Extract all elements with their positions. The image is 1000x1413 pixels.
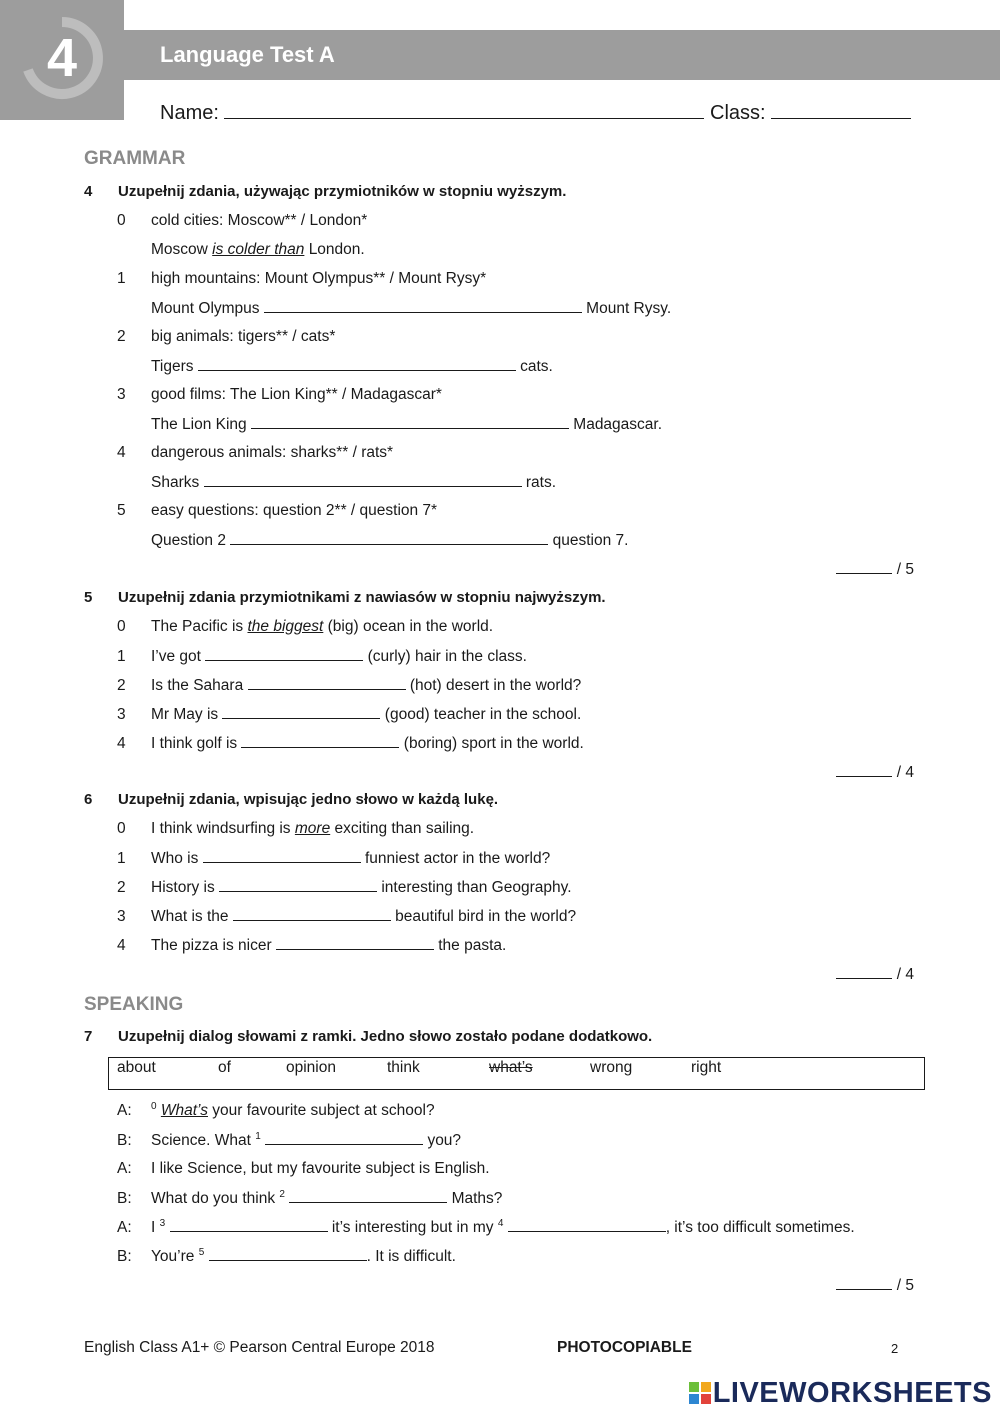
item-number: 3 [117,386,126,403]
dialog-line-5 [117,1246,456,1267]
example-answer: more [294,820,331,837]
answer-gap[interactable] [508,1217,666,1232]
answer-gap[interactable] [251,414,569,429]
prompt-text: high mountains: Mount Olympus** / Mount Rysy* [151,270,487,287]
gap-number: 1 [255,1131,261,1142]
footer-page-number: 2 [891,1341,899,1356]
name-label: Name: [160,102,219,124]
exercise-number: 6 [84,791,93,808]
item-number: 3 [117,706,126,723]
prompt-text: easy questions: question 2** / question 7* [151,502,438,519]
ex4-item-4-prompt [117,443,393,463]
gap-number: 4 [497,1218,504,1229]
item-number: 0 [117,618,126,635]
ex5-example [117,617,493,637]
answer-gap[interactable] [276,935,434,950]
ex4-score [836,559,914,580]
dialog-text: it’s interesting but in my [331,1219,494,1236]
example-answer: is colder than [212,241,305,258]
sentence-start: The pizza is nicer [151,937,272,954]
ex6-item-2 [117,877,572,898]
prompt-text: good films: The Lion King** / Madagascar* [151,386,442,403]
sentence-end: beautiful bird in the world? [395,908,577,925]
dialog-line-0 [117,1101,435,1121]
item-number: 5 [117,502,126,519]
item-number: 4 [117,937,126,954]
class-label: Class: [710,102,766,124]
box-word-wrong: wrong [590,1059,633,1076]
item-number: 1 [117,648,126,665]
exercise-instruction: Uzupełnij zdania przymiotnikami z nawiasów w stopniu najwyższym. [118,589,606,606]
item-number: 0 [117,212,126,229]
gap-number: 0 [151,1101,157,1112]
exercise-number: 4 [84,183,93,200]
name-field[interactable] [224,100,704,119]
dialog-text: you? [427,1132,462,1149]
ex5-item-4 [117,733,584,754]
sentence-start: Who is [151,850,199,867]
exercise-number: 7 [84,1028,93,1045]
answer-gap[interactable] [198,356,516,371]
score-total: / 5 [896,561,914,578]
sentence-start: Mr May is [151,706,219,723]
sentence-end: cats. [520,358,553,375]
ex4-item-1-sentence [151,298,671,319]
item-number: 2 [117,328,126,345]
dialog-text: You’re [151,1248,195,1265]
exercise-instruction: Uzupełnij zdania, wpisując jedno słowo w każdą lukę. [118,791,499,808]
sentence-start: Moscow [151,241,208,258]
answer-gap[interactable] [241,733,399,748]
dialog-text: I [151,1219,156,1236]
prompt-text: dangerous animals: sharks** / rats* [151,444,394,461]
dialog-line-4 [117,1217,855,1238]
gap-number: 2 [279,1189,285,1200]
exercise-instruction: Uzupełnij zdania, używając przymiotników w stopniu wyższym. [118,183,567,200]
item-number: 4 [117,444,126,461]
logo-text: LIVEWORKSHEETS [712,1377,992,1409]
item-number: 4 [117,735,126,752]
prompt-text: cold cities: Moscow** / London* [151,212,368,229]
score-gap[interactable] [836,1275,892,1290]
speaker-label: A: [117,1102,132,1119]
grammar-heading: GRAMMAR [84,148,186,169]
ex4-item-3-sentence [151,414,662,435]
score-gap[interactable] [836,559,892,574]
ex6-score [836,964,914,985]
dialog-text: , it’s too difficult sometimes. [665,1219,855,1236]
ex5-item-2 [117,675,581,696]
gap-number: 5 [198,1247,205,1258]
ex4-example-sentence [151,240,365,260]
dialog-text: Maths? [451,1190,503,1207]
item-number: 0 [117,820,126,837]
sentence-end: Madagascar. [573,416,663,433]
sentence-start: The Lion King [151,416,247,433]
dialog-text: Science. What [151,1132,251,1149]
speaker-label: B: [117,1132,132,1149]
sentence-start: Sharks [151,474,200,491]
item-number: 2 [117,677,126,694]
sentence-end: interesting than Geography. [381,879,572,896]
answer-gap[interactable] [289,1188,447,1203]
sentence-end: (boring) sport in the world. [403,735,584,752]
ex4-item-3-prompt [117,385,442,405]
ex4-item-1-prompt [117,269,486,289]
footer-copyright: English Class A1+ © Pearson Central Europe 2018 [84,1339,435,1356]
exercise-instruction: Uzupełnij dialog słowami z ramki. Jedno słowo zostało podane dodatkowo. [118,1028,653,1045]
sentence-start: Tigers [151,358,194,375]
box-word-right: right [691,1059,722,1076]
exercise-5-title [84,589,606,606]
answer-gap[interactable] [203,848,361,863]
item-number: 3 [117,908,126,925]
answer-gap[interactable] [264,298,582,313]
ex4-item-5-sentence [151,530,628,551]
answer-gap[interactable] [248,675,406,690]
speaker-label: A: [117,1160,132,1177]
ex4-item-2-sentence [151,356,553,377]
dialog-text: I like Science, but my favourite subject is English. [151,1160,490,1177]
answer-gap[interactable] [209,1246,367,1261]
answer-gap[interactable] [265,1130,423,1145]
answer-gap[interactable] [219,877,377,892]
sentence-end: (big) ocean in the world. [327,618,494,635]
ex4-item-4-sentence [151,472,556,493]
sentence-start: I’ve got [151,648,201,665]
box-word-about: about [117,1059,156,1076]
liveworksheets-logo[interactable] [689,1377,992,1410]
exercise-number: 5 [84,589,93,606]
dialog-line-3 [117,1188,502,1209]
dialog-text: What do you think [151,1190,276,1207]
box-word-whats-used: what’s [489,1059,533,1076]
ex4-item-5-prompt [117,501,437,521]
sentence-end: funniest actor in the world? [365,850,551,867]
gap-number: 3 [159,1218,166,1229]
example-answer: the biggest [247,618,324,635]
ex6-example [117,819,474,839]
sentence-end: (curly) hair in the class. [367,648,527,665]
sentence-start: I think golf is [151,735,238,752]
unit-number: 4 [46,28,78,88]
ex6-item-3 [117,906,576,927]
answer-gap[interactable] [205,646,363,661]
ex6-item-1 [117,848,550,869]
score-gap[interactable] [836,762,892,777]
dialog-text: your favourite subject at school? [212,1102,435,1119]
answer-gap[interactable] [233,906,391,921]
test-title: Language Test A [160,42,335,67]
ex5-score [836,762,914,783]
sentence-start: Is the Sahara [151,677,244,694]
box-word-opinion: opinion [286,1059,336,1076]
sentence-start: What is the [151,908,229,925]
sentence-end: question 7. [552,532,629,549]
speaking-heading: SPEAKING [84,994,184,1015]
ex6-item-4 [117,935,506,956]
sentence-start: Question 2 [151,532,226,549]
sentence-start: I think windsurfing is [151,820,291,837]
answer-gap[interactable] [222,704,380,719]
item-number: 1 [117,270,126,287]
footer-photocopiable: PHOTOCOPIABLE [557,1339,692,1356]
sentence-start: The Pacific is [151,618,244,635]
box-word-think: think [387,1059,420,1076]
speaker-label: B: [117,1248,132,1265]
prompt-text: big animals: tigers** / cats* [151,328,336,345]
answer-gap[interactable] [204,472,522,487]
sentence-start: Mount Olympus [151,300,260,317]
exercise-7-title [84,1028,652,1045]
sentence-end: London. [308,241,365,258]
dialog-line-2 [117,1159,490,1179]
score-total: / 4 [896,966,914,983]
sentence-end: (hot) desert in the world? [409,677,582,694]
sentence-end: the pasta. [438,937,507,954]
class-field[interactable] [771,100,911,119]
score-total: / 5 [896,1277,914,1294]
ex5-item-1 [117,646,527,667]
ex4-item-2-prompt [117,327,335,347]
example-answer: What’s [160,1102,208,1119]
name-class-row [160,100,911,125]
sentence-end: Mount Rysy. [586,300,672,317]
item-number: 1 [117,850,126,867]
score-total: / 4 [896,764,914,781]
sentence-end: exciting than sailing. [334,820,475,837]
score-gap[interactable] [836,964,892,979]
exercise-6-title [84,791,498,808]
ex4-example-prompt [117,211,367,231]
liveworksheets-logo-icon [689,1382,711,1404]
box-word-of: of [218,1059,231,1076]
item-number: 2 [117,879,126,896]
answer-gap[interactable] [230,530,548,545]
speaker-label: A: [117,1219,132,1236]
ex7-score [836,1275,914,1296]
sentence-end: rats. [525,474,557,491]
ex5-item-3 [117,704,581,725]
sentence-start: History is [151,879,215,896]
exercise-4-title [84,183,566,200]
speaker-label: B: [117,1190,132,1207]
sentence-end: (good) teacher in the school. [384,706,582,723]
dialog-line-1 [117,1130,461,1151]
dialog-text: . It is difficult. [366,1248,456,1265]
answer-gap[interactable] [170,1217,328,1232]
